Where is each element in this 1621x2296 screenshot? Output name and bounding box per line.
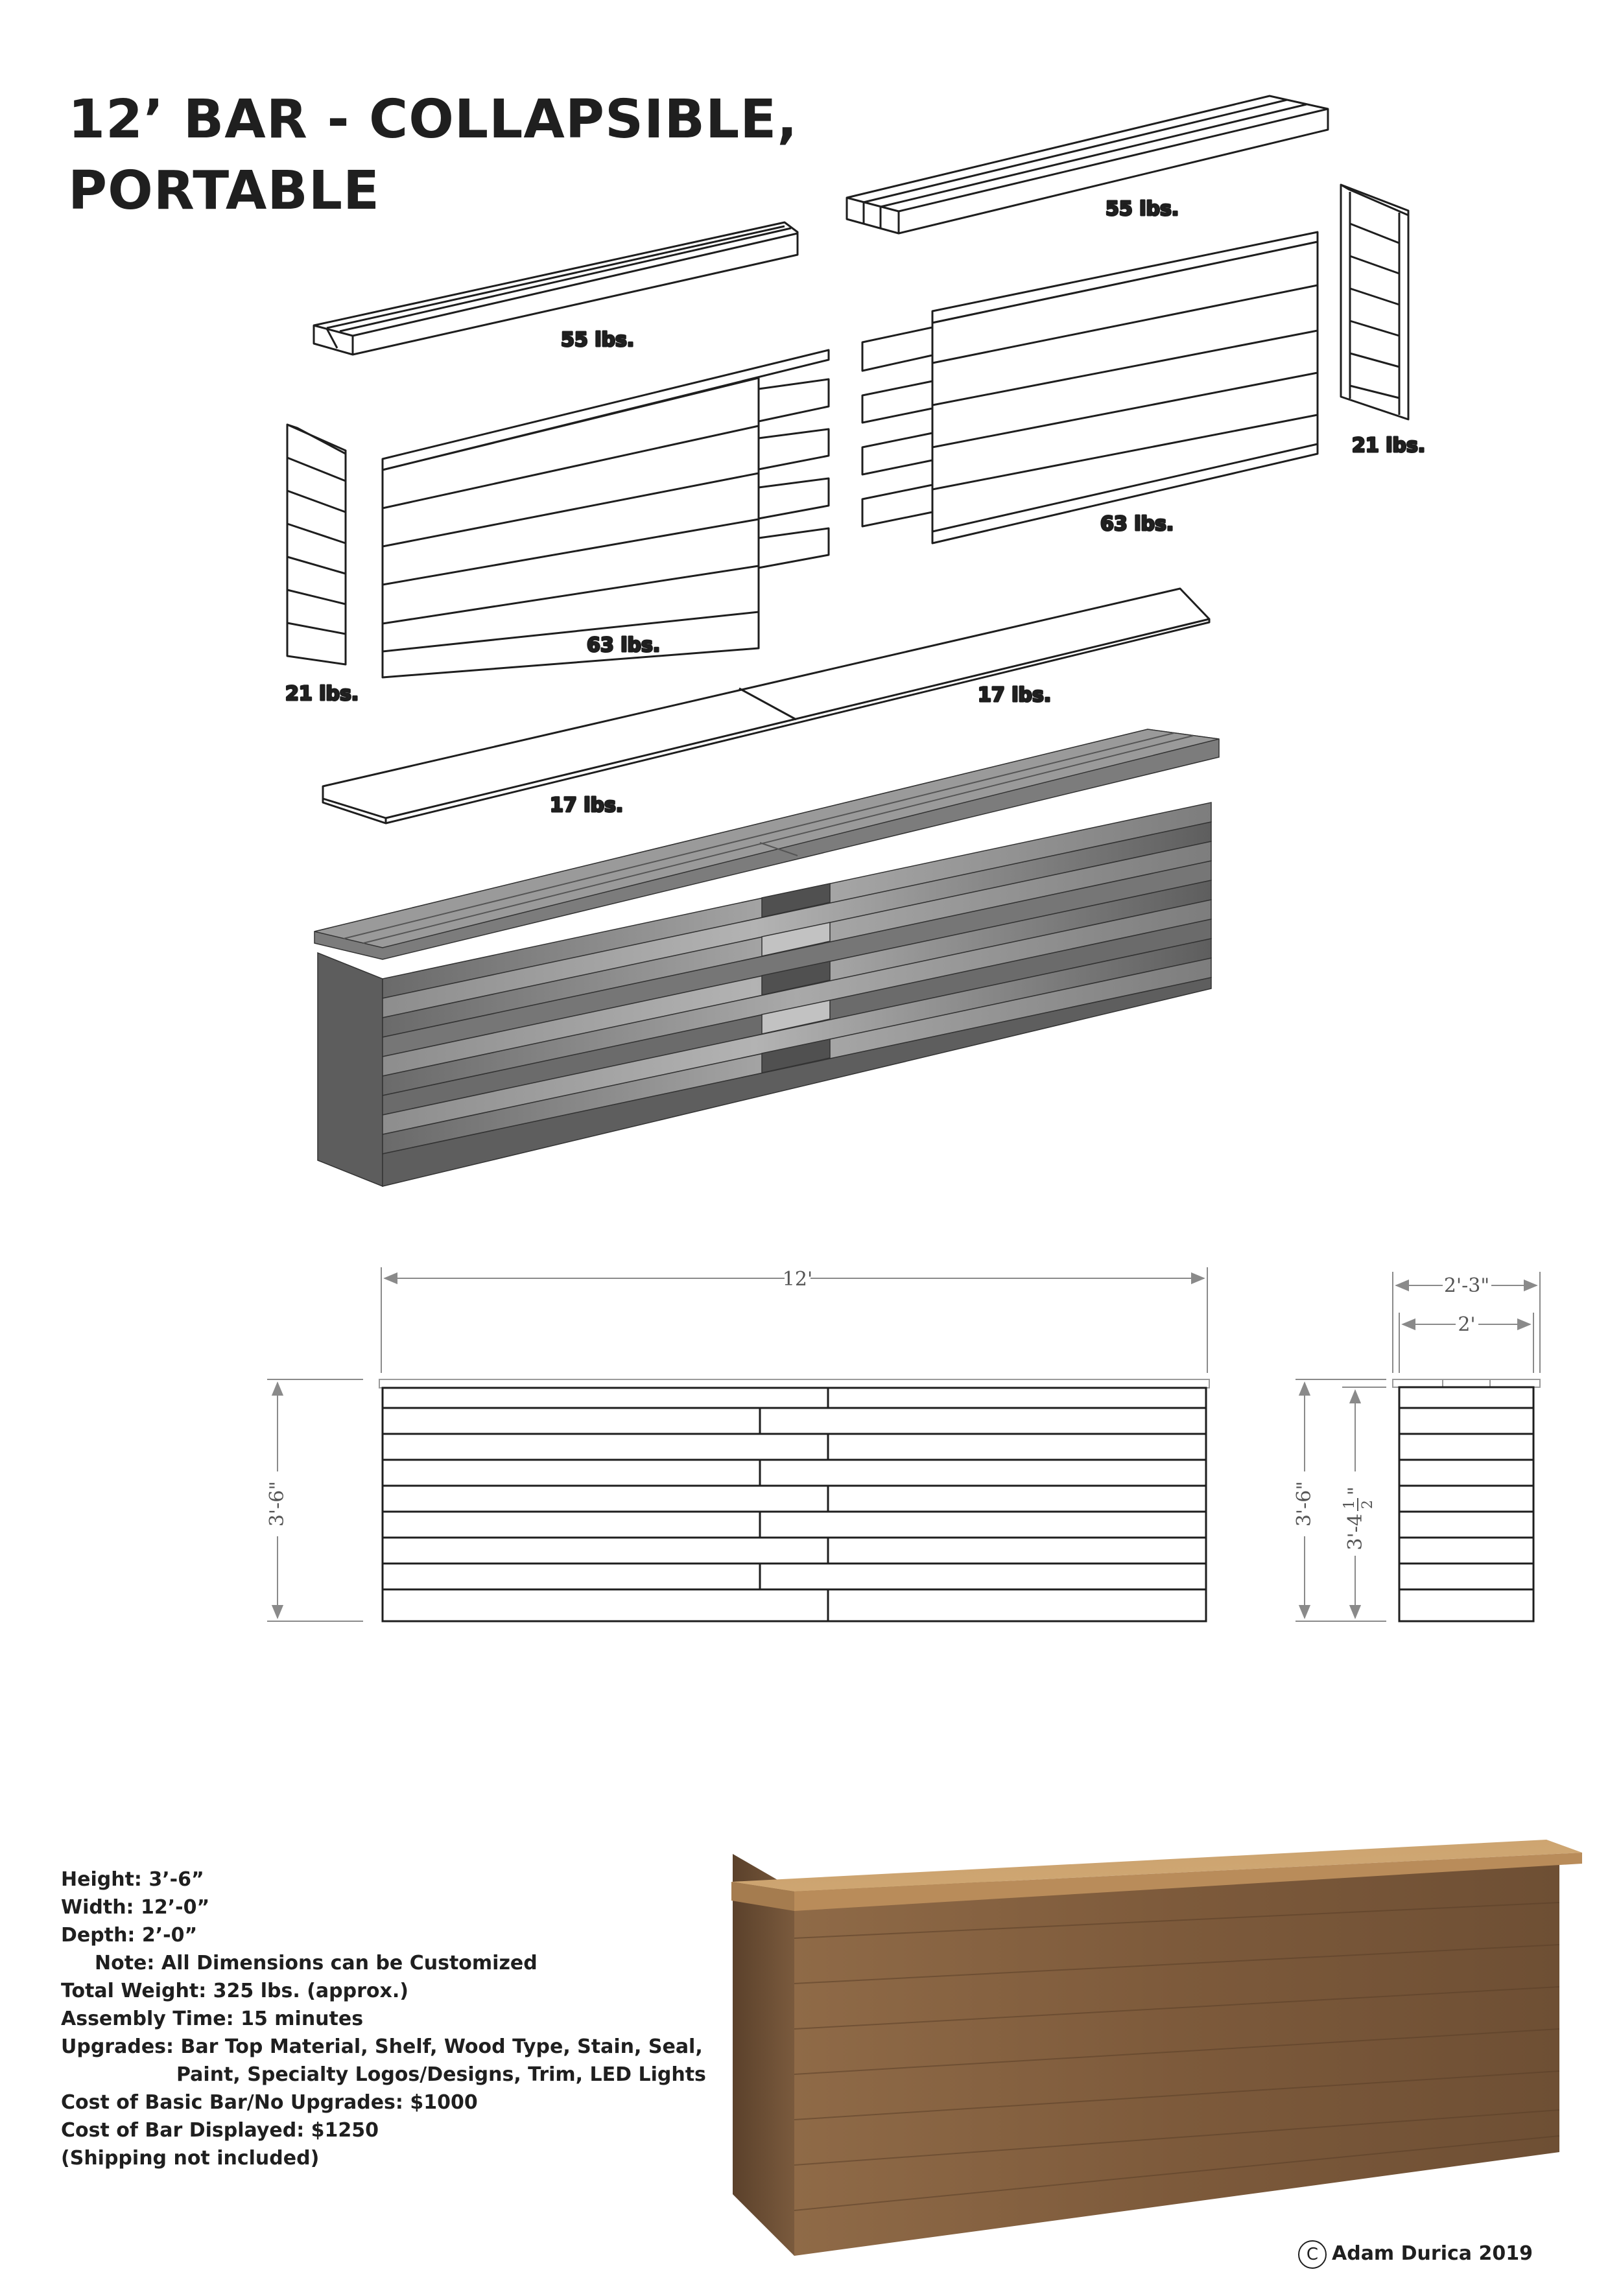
front-dimensions — [267, 1267, 1207, 1621]
spec-width: Width: 12’-0” — [61, 1896, 210, 1919]
dim-width-label: 12' — [782, 1268, 813, 1291]
spec-weight: Total Weight: 325 lbs. (approx.) — [61, 1980, 408, 2002]
spec-shipping: (Shipping not included) — [61, 2147, 320, 2170]
copyright-icon: C — [1298, 2240, 1327, 2269]
dim-height-inner-frac-num: 1 — [1342, 1500, 1358, 1509]
exploded-view — [285, 96, 1425, 823]
weight-shelf-right: 17 lbs. — [978, 684, 1052, 707]
dim-height-side-inner — [1342, 1486, 1376, 1550]
weight-front-right: 63 lbs. — [1100, 513, 1174, 535]
weight-top-left: 55 lbs. — [561, 329, 635, 351]
spec-upgrades-1: Upgrades: Bar Top Material, Shelf, Wood Type, Stain, Seal, — [61, 2035, 703, 2058]
finished-bar-photo — [731, 1840, 1582, 2256]
dim-height-inner-label: 3'-4 — [1344, 1514, 1367, 1551]
spec-upgrades-2: Paint, Specialty Logos/Designs, Trim, LED Lights — [176, 2063, 706, 2086]
dim-height-side-label: 3'-6" — [1293, 1481, 1316, 1527]
specifications — [61, 1866, 787, 2172]
render-front-slats — [383, 802, 1211, 1186]
front-panel-right-part — [862, 232, 1318, 543]
spec-height: Height: 3’-6” — [61, 1868, 204, 1891]
side-dimensions — [1296, 1272, 1540, 1621]
bar-top-right-part — [847, 96, 1328, 233]
dim-height-front-label: 3'-6" — [266, 1481, 289, 1527]
title-line-2: PORTABLE — [68, 160, 381, 222]
dim-height-inner-frac-den: 2 — [1360, 1500, 1376, 1509]
spec-depth: Depth: 2’-0” — [61, 1924, 198, 1947]
weight-shelf-left: 17 lbs. — [550, 794, 624, 817]
weight-side-right: 21 lbs. — [1352, 434, 1426, 457]
weight-side-left: 21 lbs. — [285, 683, 359, 705]
spec-assembly: Assembly Time: 15 minutes — [61, 2008, 364, 2030]
title-line-1: 12’ BAR - COLLAPSIBLE, — [68, 89, 798, 150]
front-panel-left-part — [383, 350, 829, 677]
copyright — [1298, 2238, 1570, 2270]
side-elevation — [1393, 1379, 1540, 1621]
spec-note: Note: All Dimensions can be Customized — [95, 1952, 538, 1974]
side-panel-left-part — [287, 425, 346, 664]
front-elevation — [379, 1379, 1209, 1621]
spec-cost-basic: Cost of Basic Bar/No Upgrades: $1000 — [61, 2091, 478, 2114]
bar-top-left-part — [314, 222, 798, 355]
spec-cost-displayed: Cost of Bar Displayed: $1250 — [61, 2119, 379, 2142]
weight-top-right: 55 lbs. — [1106, 198, 1179, 220]
weight-front-left: 63 lbs. — [587, 634, 661, 657]
dim-depth-outer-label: 2'-3" — [1443, 1274, 1490, 1297]
copyright-text: Adam Durica 2019 — [1332, 2242, 1533, 2265]
side-panel-right-part — [1341, 185, 1408, 419]
dim-depth-inner-label: 2' — [1458, 1313, 1476, 1336]
dim-height-inner-inch: " — [1344, 1486, 1367, 1495]
